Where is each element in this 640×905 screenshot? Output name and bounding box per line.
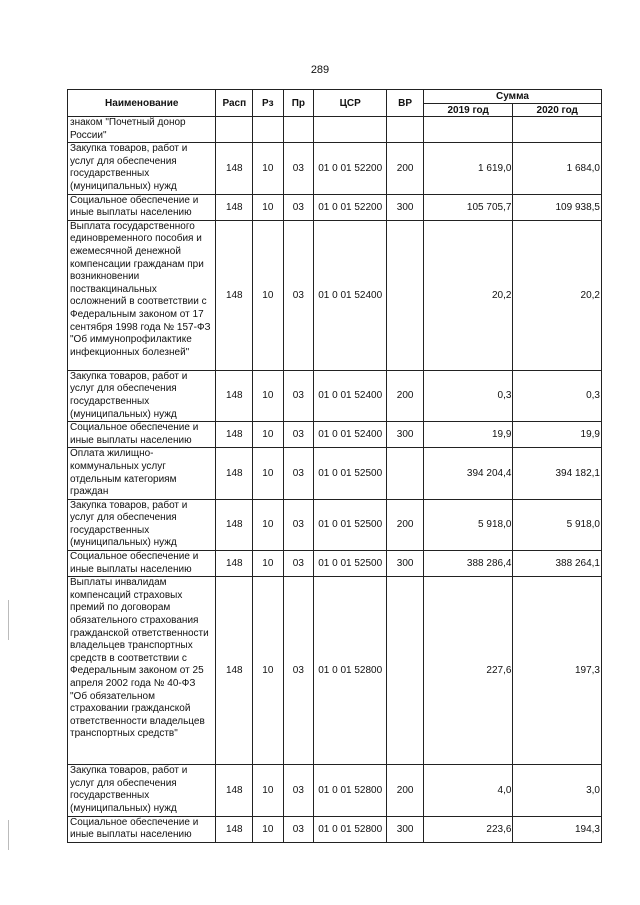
row-vr-cell: 300 [387,422,424,448]
row-pr-cell: 03 [283,448,314,499]
row-2020-cell: 3,0 [513,765,602,816]
header-2019: 2019 год [423,104,513,117]
row-vr-cell [387,577,424,765]
row-vr-cell: 300 [387,551,424,577]
row-pr-cell: 03 [283,194,314,220]
row-name-cell: Социальное обеспечение и иные выплаты населению [68,816,216,842]
row-2019-cell: 394 204,4 [423,448,513,499]
row-name-cell: Выплата государственного единовременного пособия и ежемесячной денежной компенсации гражданам при возникновении поствакцинальных осложнений в соответствии с Федеральным законом от 17 сентября 1998 года № 157-ФЗ "Об иммунопрофилактике инфекционных болезней" [68,220,216,370]
row-rz-cell: 10 [253,220,284,370]
table-row [68,499,602,550]
row-rasp-cell: 148 [216,220,253,370]
table-row [68,143,602,194]
row-csr-cell: 01 0 01 52800 [314,765,387,816]
row-name-cell: Выплаты инвалидам компенсаций страховых премий по договорам обязательного страхования гражданской ответственности владельцев транспортных средств в соответствии с Федеральным законом от 25 апреля 2002 года № 40-ФЗ "Об обязательном страховании гражданской ответственности владельцев транспортных средств" [68,577,216,765]
row-name-cell: Закупка товаров, работ и услуг для обеспечения государственных (муниципальных) нужд [68,370,216,421]
scan-edge-mark [8,820,9,850]
row-name-cell: Закупка товаров, работ и услуг для обеспечения государственных (муниципальных) нужд [68,143,216,194]
row-2019-cell: 1 619,0 [423,143,513,194]
header-vr: ВР [387,90,424,117]
table-row [68,422,602,448]
row-rasp-cell: 148 [216,422,253,448]
row-csr-cell: 01 0 01 52800 [314,816,387,842]
table-row [68,194,602,220]
row-rasp-cell: 148 [216,370,253,421]
row-name-cell: Закупка товаров, работ и услуг для обеспечения государственных (муниципальных) нужд [68,765,216,816]
row-rz-cell: 10 [253,448,284,499]
header-csr: ЦСР [314,90,387,117]
row-pr-cell: 03 [283,370,314,421]
row-rasp-cell: 148 [216,816,253,842]
table-row [68,370,602,421]
row-rz-cell: 10 [253,422,284,448]
table-row [68,448,602,499]
row-vr-cell: 200 [387,143,424,194]
row-2019-cell: 223,6 [423,816,513,842]
row-rz-cell: 10 [253,765,284,816]
row-2019-cell: 227,6 [423,577,513,765]
table-row [68,220,602,370]
row-vr-cell: 200 [387,370,424,421]
table-row [68,765,602,816]
row-pr-cell: 03 [283,816,314,842]
row-rasp-cell: 148 [216,143,253,194]
row-rasp-cell: 148 [216,448,253,499]
row-2020-cell: 194,3 [513,816,602,842]
row-vr-cell: 300 [387,194,424,220]
row-2020-cell: 5 918,0 [513,499,602,550]
row-2020-cell: 19,9 [513,422,602,448]
row-2019-cell: 388 286,4 [423,551,513,577]
table-row [68,117,602,143]
row-2019-cell: 0,3 [423,370,513,421]
table-body [68,117,602,843]
row-vr-cell [387,448,424,499]
row-csr-cell [314,117,387,143]
row-rz-cell: 10 [253,143,284,194]
row-2020-cell: 1 684,0 [513,143,602,194]
header-pr: Пр [283,90,314,117]
row-csr-cell: 01 0 01 52200 [314,194,387,220]
row-vr-cell [387,117,424,143]
row-rasp-cell: 148 [216,499,253,550]
row-2019-cell: 105 705,7 [423,194,513,220]
header-rz: Рз [253,90,284,117]
row-pr-cell [283,117,314,143]
row-pr-cell: 03 [283,422,314,448]
header-rasp: Расп [216,90,253,117]
row-pr-cell: 03 [283,499,314,550]
row-csr-cell: 01 0 01 52200 [314,143,387,194]
row-rasp-cell: 148 [216,765,253,816]
row-2020-cell [513,117,602,143]
row-2019-cell [423,117,513,143]
row-rz-cell: 10 [253,370,284,421]
row-rasp-cell: 148 [216,577,253,765]
row-name-cell: Социальное обеспечение и иные выплаты населению [68,422,216,448]
row-rz-cell: 10 [253,551,284,577]
header-sum: Сумма [423,90,601,104]
row-vr-cell: 200 [387,499,424,550]
row-2019-cell: 5 918,0 [423,499,513,550]
row-2020-cell: 394 182,1 [513,448,602,499]
table-row [68,551,602,577]
row-pr-cell: 03 [283,143,314,194]
row-rz-cell [253,117,284,143]
row-csr-cell: 01 0 01 52400 [314,422,387,448]
row-name-cell: знаком "Почетный донор России" [68,117,216,143]
row-2020-cell: 197,3 [513,577,602,765]
scan-edge-mark [8,600,9,640]
row-pr-cell: 03 [283,220,314,370]
row-vr-cell: 200 [387,765,424,816]
row-vr-cell: 300 [387,816,424,842]
row-2019-cell: 20,2 [423,220,513,370]
row-2020-cell: 20,2 [513,220,602,370]
row-2020-cell: 0,3 [513,370,602,421]
row-2019-cell: 4,0 [423,765,513,816]
row-name-cell: Оплата жилищно-коммунальных услуг отдельным категориям граждан [68,448,216,499]
row-csr-cell: 01 0 01 52500 [314,448,387,499]
row-rz-cell: 10 [253,577,284,765]
row-rz-cell: 10 [253,194,284,220]
row-rasp-cell [216,117,253,143]
row-name-cell: Социальное обеспечение и иные выплаты населению [68,551,216,577]
row-csr-cell: 01 0 01 52800 [314,577,387,765]
row-name-cell: Закупка товаров, работ и услуг для обеспечения государственных (муниципальных) нужд [68,499,216,550]
row-csr-cell: 01 0 01 52500 [314,551,387,577]
table-row [68,577,602,765]
row-2020-cell: 388 264,1 [513,551,602,577]
header-name: Наименование [68,90,216,117]
budget-table [67,89,602,843]
row-pr-cell: 03 [283,765,314,816]
row-csr-cell: 01 0 01 52400 [314,370,387,421]
row-pr-cell: 03 [283,551,314,577]
row-rz-cell: 10 [253,816,284,842]
row-2020-cell: 109 938,5 [513,194,602,220]
row-pr-cell: 03 [283,577,314,765]
row-csr-cell: 01 0 01 52400 [314,220,387,370]
page-number: 289 [310,64,330,76]
row-rasp-cell: 148 [216,194,253,220]
row-rasp-cell: 148 [216,551,253,577]
row-name-cell: Социальное обеспечение и иные выплаты населению [68,194,216,220]
row-rz-cell: 10 [253,499,284,550]
header-2020: 2020 год [513,104,602,117]
row-vr-cell [387,220,424,370]
table-row [68,816,602,842]
row-csr-cell: 01 0 01 52500 [314,499,387,550]
row-2019-cell: 19,9 [423,422,513,448]
